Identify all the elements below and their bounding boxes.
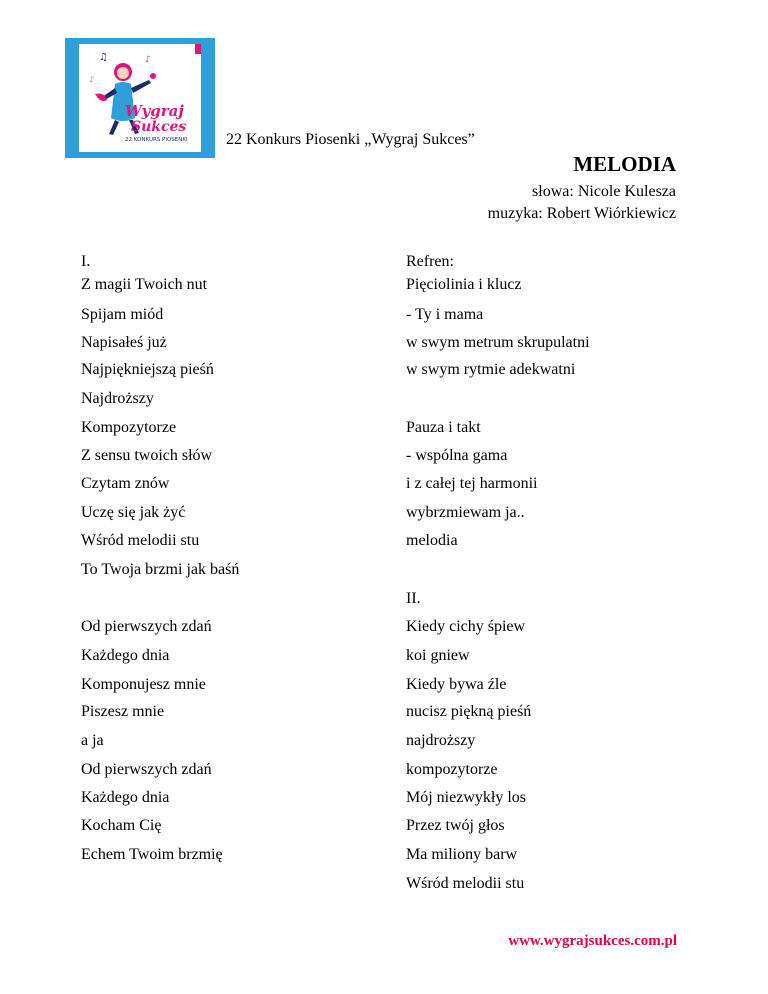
lyric-line: Wśród melodii stu [81, 532, 200, 549]
lyric-line: - Ty i mama [406, 306, 484, 323]
lyric-line: Spijam miód [81, 306, 164, 323]
music-credit: muzyka: Robert Wiórkiewicz [487, 205, 676, 222]
lyric-line: a ja [81, 732, 104, 749]
logo-subtitle: 22 KONKURS PIOSENKI [125, 137, 188, 143]
lyric-line: Najpiękniejszą pieśń [81, 361, 214, 378]
lyrics-credit: słowa: Nicole Kulesza [532, 183, 676, 200]
lyric-line: II. [406, 590, 421, 607]
lyric-line: Czytam znów [81, 475, 170, 492]
lyric-line: Z sensu twoich słów [81, 447, 213, 464]
lyric-line: koi gniew [406, 647, 470, 664]
contest-logo [65, 38, 215, 158]
lyric-line: Echem Twoim brzmię [81, 846, 223, 863]
lyric-line: najdroższy [406, 732, 476, 749]
song-title: MELODIA [573, 152, 676, 176]
lyric-line: Od pierwszych zdań [81, 618, 212, 635]
lyric-line: Uczę się jak żyć [81, 504, 186, 521]
lyric-line: Kocham Cię [81, 817, 162, 834]
logo-brand-line1: Wygraj [125, 102, 184, 120]
lyric-line: melodia [406, 532, 458, 549]
svg-text:♪: ♪ [89, 75, 95, 84]
lyric-line: Kiedy cichy śpiew [406, 618, 526, 635]
lyric-line: Wśród melodii stu [406, 875, 525, 892]
lyric-line: Pięciolinia i klucz [406, 276, 522, 293]
lyric-line: Komponujesz mnie [81, 676, 206, 693]
svg-text:♫: ♫ [99, 52, 108, 63]
contest-name: 22 Konkurs Piosenki „Wygraj Sukces” [226, 131, 475, 148]
lyric-line: - wspólna gama [406, 447, 508, 464]
lyric-line: Od pierwszych zdań [81, 761, 212, 778]
lyric-line: I. [81, 253, 91, 270]
logo-brand-line2: Sukces [131, 119, 187, 135]
lyric-line: Przez twój głos [406, 817, 505, 834]
lyric-line: Kiedy bywa źle [406, 676, 507, 693]
lyric-line: Kompozytorze [81, 419, 177, 436]
lyric-line: Mój niezwykły los [406, 789, 526, 806]
lyric-line: kompozytorze [406, 761, 498, 778]
lyric-line: Najdroższy [81, 390, 154, 407]
lyric-line: nucisz piękną pieśń [406, 703, 532, 720]
svg-text:♪: ♪ [145, 55, 151, 65]
lyric-line: Refren: [406, 253, 454, 270]
lyric-line: Każdego dnia [81, 789, 170, 806]
lyric-line: Pauza i takt [406, 419, 481, 436]
lyric-line: wybrzmiewam ja.. [406, 504, 525, 521]
lyric-line: Każdego dnia [81, 647, 170, 664]
lyric-line: To Twoja brzmi jak baśń [81, 561, 240, 578]
lyric-line: w swym rytmie adekwatni [406, 361, 576, 378]
lyric-line: Piszesz mnie [81, 703, 165, 720]
lyric-line: w swym metrum skrupulatni [406, 334, 590, 351]
lyric-line: Napisałeś już [81, 334, 167, 351]
website-link[interactable]: www.wygrajsukces.com.pl [508, 933, 677, 949]
lyric-line: Z magii Twoich nut [81, 276, 208, 293]
lyric-line: i z całej tej harmonii [406, 475, 538, 492]
lyric-line: Ma miliony barw [406, 846, 518, 863]
